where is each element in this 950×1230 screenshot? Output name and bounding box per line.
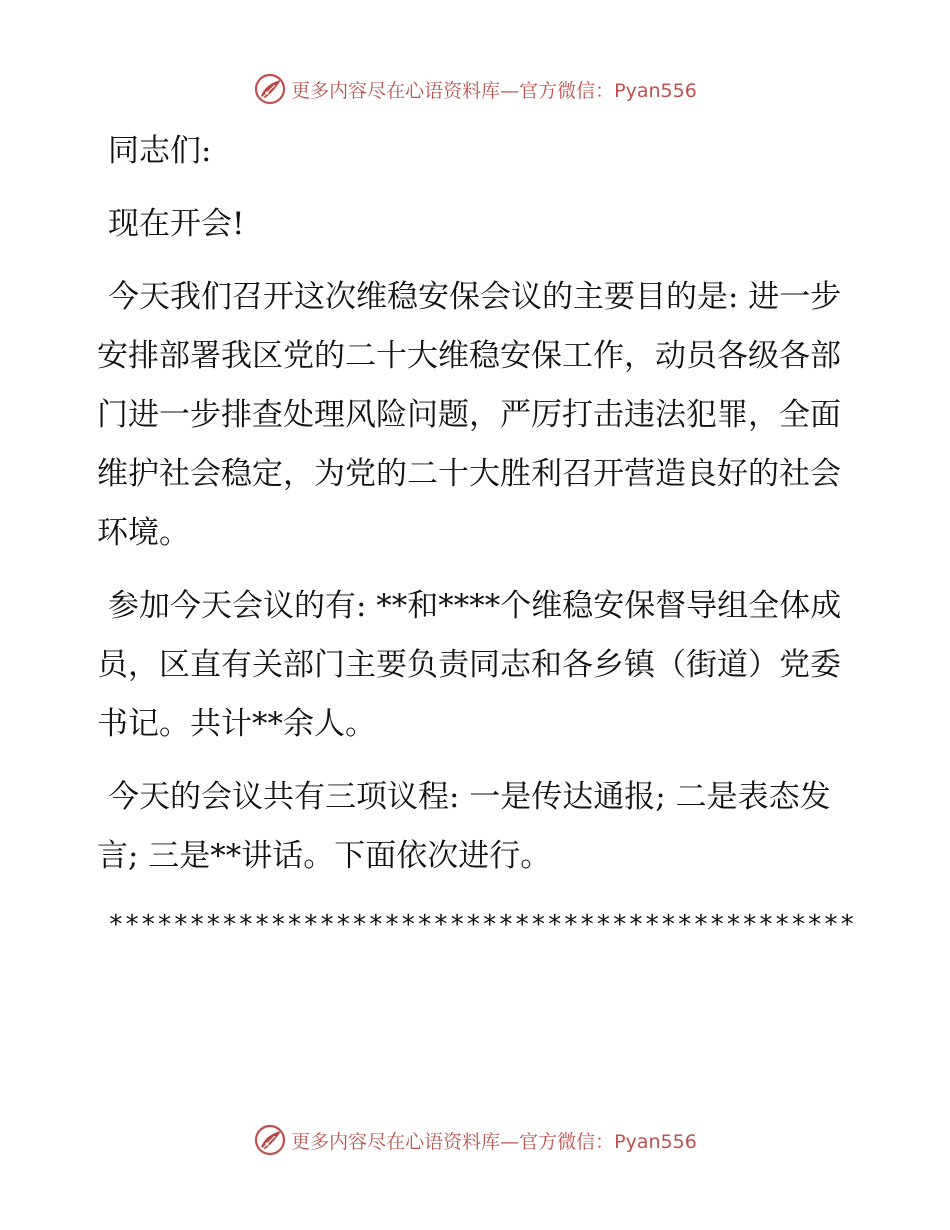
footer-watermark-main: 更多内容尽在心语资料库 — [291, 1130, 501, 1153]
agenda-paragraph — [97, 768, 857, 886]
footer-watermark-separator: — — [500, 1130, 520, 1153]
purpose-text: 今天我们召开这次维稳安保会议的主要目的是: 进一步安排部署我区党的二十大维稳安保工作，动员各级各部门进一步排查处理风险问题，严厉打击违法犯罪，全面维护社会稳定，为党的二十大胜利召开营造良好的社会环境。 — [97, 279, 842, 551]
separator-line: ********************************************** — [108, 910, 856, 940]
purpose-paragraph — [97, 268, 857, 563]
pen-nib-logo-icon — [253, 72, 287, 106]
header-watermark-banner — [0, 69, 950, 109]
header-watermark-main: 更多内容尽在心语资料库 — [291, 79, 501, 102]
header-watermark-wechat: 官方微信：Pyan556 — [519, 79, 697, 102]
footer-watermark-text — [291, 1127, 697, 1154]
greeting-paragraph: 同志们: — [108, 133, 212, 169]
opening-paragraph: 现在开会! — [108, 206, 245, 242]
agenda-text: 今天的会议共有三项议程: 一是传达通报; 二是表态发言; 三是**讲话。下面依次进行。 — [97, 779, 831, 874]
attendees-text: 参加今天会议的有: **和****个维稳安保督导组全体成员，区直有关部门主要负责同志和各乡镇（街道）党委书记。共计**余人。 — [97, 588, 842, 742]
footer-watermark-wechat: 官方微信：Pyan556 — [519, 1130, 697, 1153]
pen-nib-logo-icon — [253, 1123, 287, 1157]
header-watermark-separator: — — [500, 79, 520, 102]
document-body — [97, 122, 857, 955]
attendees-paragraph — [97, 577, 857, 754]
footer-watermark-banner — [0, 1120, 950, 1160]
header-watermark-text — [291, 76, 697, 103]
